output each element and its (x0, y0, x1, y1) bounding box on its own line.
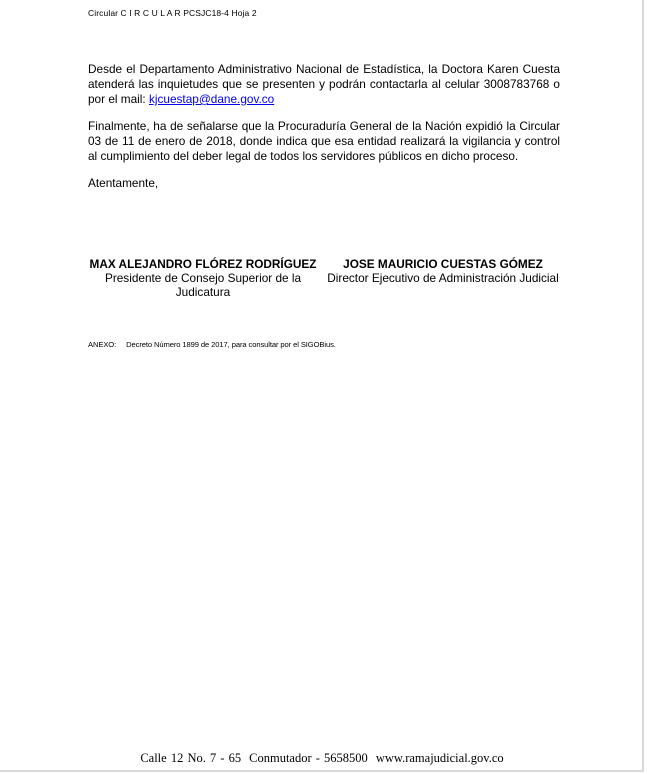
signature-title: Presidente de Consejo Superior de la Judicatura (104, 271, 302, 299)
closing-salutation: Atentamente, (88, 176, 159, 190)
paragraph-contact-text: Desde el Departamento Administrativo Nacional de Estadística, la Doctora Karen Cuesta atenderá las inquietudes que se presenten y podrán contactarla al celular 3008783768 o por el mail: (88, 62, 560, 106)
paragraph-procuraduria: Finalmente, ha de señalarse que la Procuraduría General de la Nación expidió la Circular 03 de 11 de enero de 2018, donde indica que esa entidad realizará la vigilancia y control al cumplimiento del deber legal de todos los servidores públicos en dicho proceso. (88, 119, 560, 163)
footer-website: www.ramajudicial.gov.co (375, 751, 504, 765)
annex-text: Decreto Número 1899 de 2017, para consultar por el SIGOBius. (126, 340, 336, 349)
signature-block-president (86, 257, 320, 299)
page-footer (0, 751, 644, 766)
signature-name: JOSE MAURICIO CUESTAS GÓMEZ (343, 257, 543, 271)
signature-block-director (324, 257, 562, 285)
annex-label: ANEXO: (88, 340, 117, 349)
footer-phone: Conmutador - 5658500 (249, 751, 368, 765)
email-link[interactable]: kjcuestap@dane.gov.co (148, 92, 275, 106)
page-header: Circular C I R C U L A R PCSJC18-4 Hoja 2 (88, 8, 257, 18)
signature-title: Director Ejecutivo de Administración Judicial (327, 271, 559, 285)
signature-name: MAX ALEJANDRO FLÓREZ RODRÍGUEZ (89, 257, 317, 271)
annex-note (88, 340, 336, 349)
footer-address: Calle 12 No. 7 - 65 (140, 751, 242, 765)
paragraph-contact (88, 62, 560, 107)
